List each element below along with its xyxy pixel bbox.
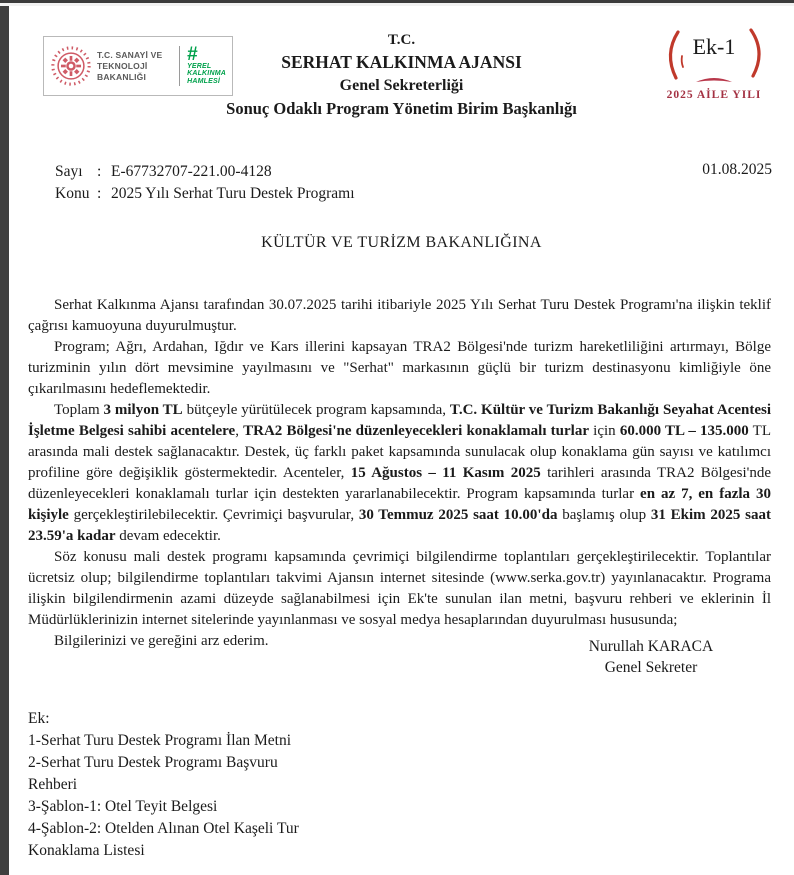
sayi-value: E-67732707-221.00-4128 [111, 163, 272, 180]
text-run: en az 7, en fazla 30 kişiyle [28, 486, 771, 523]
family-year-logo-icon [652, 26, 776, 88]
body-paragraph-1: Serhat Kalkınma Ajansı tarafından 30.07.2025 tarihi itibariyle 2025 Yılı Serhat Turu Destek Programı'na ilişkin teklif çağrısı kamuoyuna duyurulmuştur. [28, 297, 771, 334]
closing-line: Bilgilerinizi ve gereğini arz ederim. [54, 633, 269, 649]
document-page [9, 6, 794, 875]
text-run: bütçeyle yürütülecek program kapsamında, [182, 402, 450, 418]
sayi-label: Sayı [55, 163, 83, 180]
letter-body [28, 295, 771, 652]
text-run: için [588, 423, 620, 439]
attachment-stamp [652, 26, 776, 101]
text-run: T.C. Kültür ve Turizm Bakanlığı Seyahat Acentesi İşletme Belgesi sahibi acentelere [28, 402, 772, 439]
signature-title: Genel Sekreter [604, 659, 698, 676]
attachment-line: 2-Serhat Turu Destek Programı Başvuru [28, 754, 278, 771]
meta-block [55, 161, 765, 205]
text-run: TL arasında mali destek sağlanacaktır. Destek, üç farklı paket kapsamında sunulacak olup konaklama gün sayısı ve katılımcı profiline göre değişiklik göstermektedir. Acenteler, [28, 423, 771, 481]
org-agency: SERHAT KALKINMA AJANSI [281, 52, 522, 72]
konu-label: Konu [55, 185, 90, 202]
konu-value: 2025 Yılı Serhat Turu Destek Programı [111, 185, 355, 202]
text-run: TRA2 Bölgesi'ne düzenleyecekleri konaklamalı turlar [243, 423, 589, 439]
body-paragraph-3 [28, 400, 771, 547]
text-run: 15 Ağustos – 11 Kasım 2025 [350, 465, 541, 481]
konu-colon: : [97, 185, 102, 202]
org-secretariat: Genel Sekreterliği [339, 77, 464, 94]
org-department: Sonuç Odaklı Program Yönetim Birim Başkanlığı [226, 99, 577, 118]
text-run: 3 milyon TL [103, 402, 183, 418]
ministry-name: T.C. SANAYİ VE TEKNOLOJİ BAKANLIĞI [97, 49, 163, 82]
text-run: gerçekleştirilebilecektir. Çevrimiçi başvurular, [68, 507, 359, 523]
org-tc: T.C. [387, 32, 416, 48]
text-run: 31 Ekim 2025 saat 23.59'a kadar [28, 507, 771, 544]
viewer-top-divider [0, 3, 794, 6]
attachment-line: 3-Şablon-1: Otel Teyit Belgesi [28, 798, 218, 815]
text-run: 60.000 TL – 135.000 [619, 423, 749, 439]
addressee-line: KÜLTÜR VE TURİZM BAKANLIĞINA [261, 234, 542, 251]
attachments-list [28, 708, 358, 862]
text-run: başlamış olup [557, 507, 651, 523]
hashtag-icon: # [187, 43, 198, 65]
text-run: 30 Temmuz 2025 saat 10.00'da [358, 507, 558, 523]
sayi-colon: : [97, 163, 102, 180]
attachment-line: Ek: [28, 710, 50, 727]
family-year-label: 2025 AİLE YILI [666, 89, 762, 101]
stamp-label: Ek-1 [692, 34, 736, 59]
text-run: devam edecektir. [115, 528, 221, 544]
attachment-line: Konaklama Listesi [28, 842, 145, 859]
text-run: , [235, 423, 244, 439]
viewer-left-edge [0, 0, 9, 875]
signature-block [546, 636, 756, 678]
konu-row [55, 183, 765, 205]
sayi-row [55, 161, 765, 183]
signature-name: Nurullah KARACA [588, 638, 714, 655]
text-run: tarihleri arasında TRA2 Bölgesi'nde düzenleyecekleri konaklamalı turlar için destekten yararlanabilecektir. Program kapsamında turlar [28, 465, 772, 502]
body-paragraph-4: Söz konusu mali destek programı kapsamında çevrimiçi bilgilendirme toplantıları gerçekleştirilecektir. Toplantılar ücretsiz olup; bilgilendirme toplantıları takvimi Ajansın internet sitesinde (www.serka.gov.tr) yayınlanacaktır. Programa ilişkin bilgilendirmenin azami düzeyde sağlanabilmesi için Ek'te sunulan ilan metni, başvuru rehberi ve eklerinin İl Müdürlüklerinizin internet sitelerinde yayınlanması ve sosyal medya hesaplarından duyurulması hususunda; [28, 549, 771, 628]
text-run: Toplam [54, 402, 104, 418]
body-paragraph-2: Program; Ağrı, Ardahan, Iğdır ve Kars illerini kapsayan TRA2 Bölgesi'nde turizm hareketliliğini artırmayı, Bölge turizminin yılın dört mevsimine yayılmasını ve "Serhat" markasının güçlü bir turizm destinasyonu kimliğiyle öne çıkarılmasını hedeflemektedir. [28, 339, 771, 397]
letter-date: 01.08.2025 [702, 161, 772, 178]
campaign-name: YEREL KALKINMA HAMLESİ [187, 62, 226, 85]
attachment-line: 1-Serhat Turu Destek Programı İlan Metni [28, 732, 292, 749]
attachment-line: Rehberi [28, 776, 78, 793]
attachment-line: 4-Şablon-2: Otelden Alınan Otel Kaşeli Tur [28, 820, 299, 837]
